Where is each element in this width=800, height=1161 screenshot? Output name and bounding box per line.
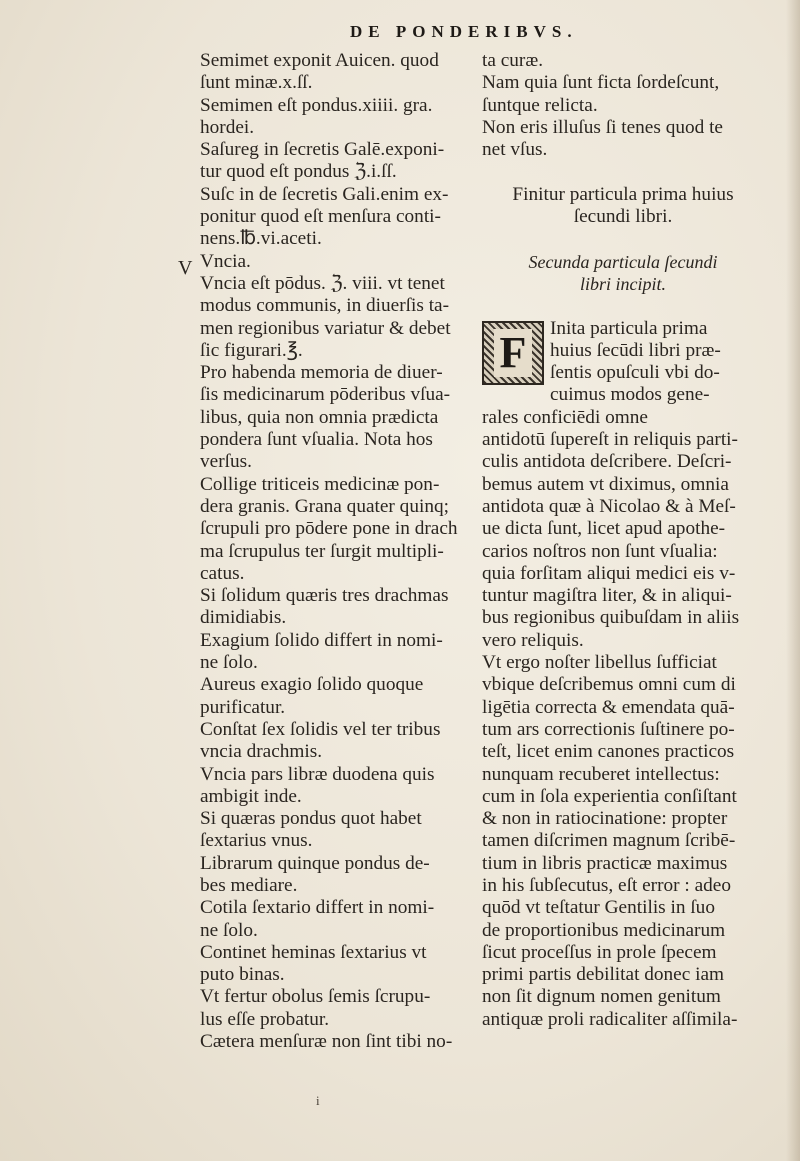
margin-mark: V [178, 257, 193, 279]
text-line: Inita particula prima [550, 317, 708, 339]
text-line: in his ſubſecutus, eſt error : adeo [482, 874, 731, 896]
text-line: ſicut proceſſus in prole ſpecem [482, 941, 717, 963]
text-line: rales conficiēdi omne [482, 406, 648, 428]
text-line: ligētia correcta & emendata quā- [482, 696, 735, 718]
text-line: ſuntque relicta. [482, 94, 598, 116]
text-line: Secunda particula ſecundi [528, 251, 718, 272]
text-line: ſecundi libri. [573, 206, 673, 228]
text-line: quia forſitam aliqui medici eis v- [482, 562, 736, 584]
text-line: bus regionibus quibuſdam in aliis [482, 607, 740, 629]
text-line: Vt fertur obolus ſemis ſcrupu- [200, 986, 431, 1008]
text-line: Si ſolidum quæris tres drachmas [200, 585, 449, 607]
text-line: ſextarius vnus. [200, 830, 313, 852]
page-edge-shadow [786, 0, 800, 1161]
text-line: catus. [200, 562, 245, 584]
text-line: ſunt minæ.x.ſſ. [200, 72, 313, 94]
text-line: Continet heminas ſextarius vt [200, 941, 427, 963]
text-line: tuntur magiſtra liter, & in aliqui- [482, 585, 732, 607]
text-line: culis antidota deſcribere. Deſcri- [482, 451, 732, 473]
text-line: antiquæ proli radicaliter aſſimila- [482, 1008, 738, 1030]
text-line: modus communis, in diuerſis ta- [200, 295, 450, 317]
text-line: primi partis debilitat donec iam [482, 964, 725, 986]
text-line: tamen diſcrimen magnum ſcribē- [482, 830, 736, 852]
text-line: Suſc in de ſecretis Gali.enim ex- [200, 183, 449, 205]
text-line: ſic figurari.℥. [200, 339, 303, 361]
text-line: dimidiabis. [200, 607, 287, 629]
text-line: Nam quia ſunt ficta ſordeſcunt, [482, 72, 720, 94]
text-line: & non in ratiocinatione: propter [482, 808, 728, 830]
explicit-note [482, 184, 764, 229]
text-line: ta curæ. [482, 50, 544, 71]
text-line: carios noſtros non ſunt vſualia: [482, 540, 718, 562]
text-line: ma ſcrupulus ter ſurgit multipli- [200, 540, 444, 562]
text-line: ambigit inde. [200, 785, 302, 807]
decorated-initial-letter: F [494, 329, 533, 377]
text-line: verſus. [200, 451, 252, 473]
text-line: Collige triticeis medicinæ pon- [200, 473, 440, 495]
text-line: nunquam recuberet intellectus: [482, 763, 720, 785]
text-line: dera granis. Grana quater quinq; [200, 495, 449, 517]
text-line: Si quæras pondus quot habet [200, 808, 422, 830]
text-line: lus eſſe probatur. [200, 1008, 330, 1030]
text-line: ue dicta ſunt, licet apud apothe- [482, 518, 726, 540]
text-line: quōd vt teſtatur Gentilis in ſuo [482, 897, 715, 919]
section-heading [482, 251, 764, 296]
text-line: Cotila ſextario differt in nomi- [200, 897, 435, 919]
right-column [482, 50, 764, 1031]
spacer [482, 295, 764, 317]
text-line: non ſit dignum nomen genitum [482, 986, 721, 1008]
text-line: bes mediare. [200, 874, 298, 896]
text-line: ſis medicinarum pōderibus vſua- [200, 384, 451, 406]
right-column-body [482, 407, 764, 1031]
text-line: Semimen eſt pondus.xiiii. gra. [200, 94, 433, 116]
text-line: antidotū ſupereſt in reliquis parti- [482, 429, 738, 451]
text-line: vero reliquis. [482, 629, 584, 651]
text-line: ne ſolo. [200, 919, 258, 941]
text-line: puto binas. [200, 964, 285, 986]
text-line: hordei. [200, 116, 255, 138]
text-line: Exagium ſolido differt in nomi- [200, 629, 443, 651]
text-line: libus, quia non omnia prædicta [200, 406, 439, 428]
text-line: Pro habenda memoria de diuer- [200, 362, 443, 384]
text-line: tium in libris practicæ maximus [482, 852, 728, 874]
text-line: Vt ergo noſter libellus ſufficiat [482, 652, 717, 674]
spacer [482, 161, 764, 183]
text-line: vncia drachmis. [200, 741, 323, 763]
text-line: de proportionibus medicinarum [482, 919, 726, 941]
spacer [482, 228, 764, 250]
dropcap-paragraph [482, 318, 764, 407]
text-line: Librarum quinque pondus de- [200, 852, 430, 874]
text-line: ſcrupuli pro pōdere pone in drach [200, 518, 458, 540]
text-line: bemus autem vt diximus, omnia [482, 473, 729, 495]
text-line: Vncia pars libræ duodena quis [200, 763, 435, 785]
text-line: Finitur particula prima huius [512, 183, 734, 205]
text-line: nens.℔.vi.aceti. [200, 228, 322, 250]
text-line: huius ſecūdi libri præ- [550, 339, 721, 361]
running-header: DE PONDERIBVS. [350, 22, 578, 41]
decorated-initial [482, 321, 544, 385]
text-line: purificatur. [200, 696, 286, 718]
text-line: vbique deſcribemus omni cum di [482, 674, 736, 696]
text-line: libri incipit. [579, 273, 666, 294]
text-line: Saſureg in ſecretis Galē.exponi- [200, 139, 445, 161]
text-line: pondera ſunt vſualia. Nota hos [200, 429, 433, 451]
text-line: Cætera menſuræ non ſint tibi no- [200, 1031, 453, 1053]
left-column [200, 50, 482, 1053]
text-line: cum in ſola experientia conſiſtant [482, 785, 737, 807]
text-line: men regionibus variatur & debet [200, 317, 451, 339]
text-line: ponitur quod eſt menſura conti- [200, 206, 441, 228]
text-line: ne ſolo. [200, 652, 258, 674]
signature-mark: i [316, 1093, 320, 1108]
text-line: net vſus. [482, 139, 548, 161]
text-line: Conſtat ſex ſolidis vel ter tribus [200, 718, 441, 740]
right-column-top-text [482, 50, 764, 161]
text-line: teſt, licet enim canones practicos [482, 741, 735, 763]
text-line: cuimus modos gene- [550, 384, 710, 406]
text-line: Semimet exponit Auicen. quod [200, 50, 439, 71]
text-line: tur quod eſt pondus ℨ.i.ſſ. [200, 161, 397, 183]
text-line: Vncia. [200, 250, 251, 272]
text-line: tum ars correctionis ſuſtinere po- [482, 718, 735, 740]
text-line: Aureus exagio ſolido quoque [200, 674, 424, 696]
text-line: ſentis opuſculi vbi do- [550, 362, 720, 384]
text-line: Vncia eſt pōdus. ℨ. viii. vt tenet [200, 272, 445, 294]
text-line: Non eris illuſus ſi tenes quod te [482, 116, 723, 138]
text-line: antidota quæ à Nicolao & à Meſ- [482, 495, 736, 517]
